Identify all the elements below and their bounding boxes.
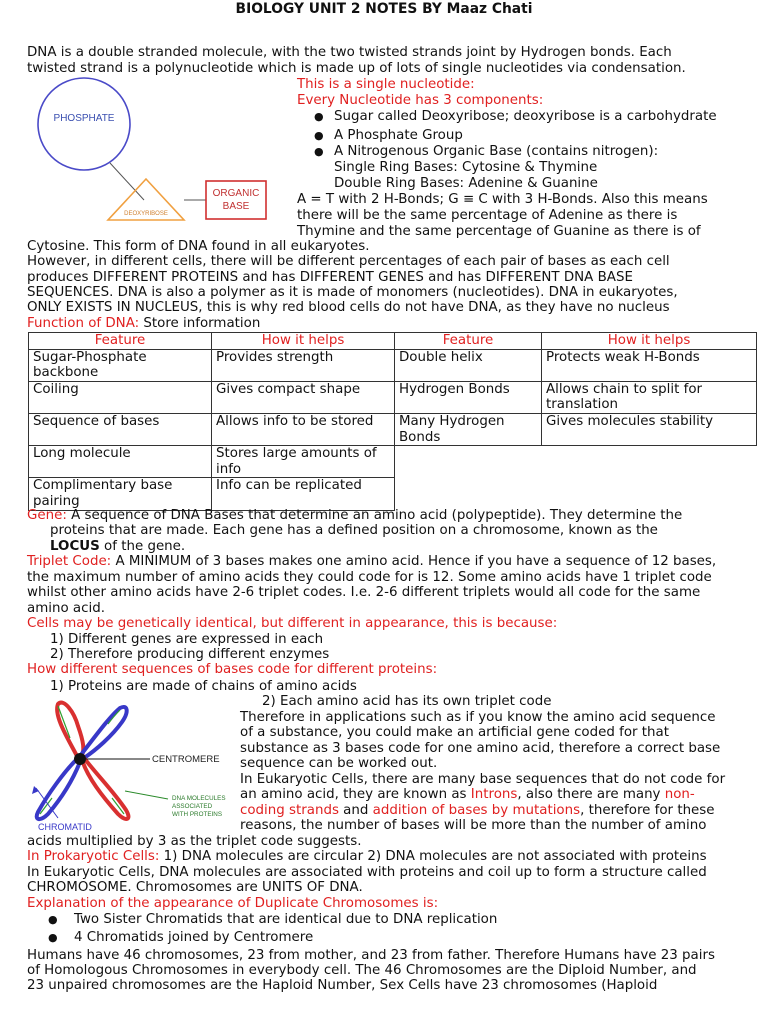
table-header-row	[29, 333, 757, 350]
deoxyribose-label: DEOXYRIBOSE	[124, 211, 168, 217]
identical-heading: Cells may be genetically identical, but different in appearance, this is because:	[27, 616, 558, 631]
noncoding-part-2: coding strands	[240, 803, 339, 818]
bullet-icon: ●	[314, 129, 324, 142]
table-cell: Gives compact shape	[212, 381, 395, 413]
introns-pre: an amino acid, they are known as	[240, 787, 471, 802]
mutations-tail: , therefore for these	[580, 803, 715, 818]
single-nucleotide-heading: This is a single nucleotide:	[297, 77, 475, 92]
table-cell: Hydrogen Bonds	[395, 381, 542, 413]
chromatid-arrowhead	[32, 786, 39, 794]
mutations-phrase: addition of bases by mutations	[372, 803, 581, 818]
table-cell: Allows info to be stored	[212, 413, 395, 445]
table-cell: Allows chain to split for translation	[542, 381, 757, 413]
table-cell-empty	[542, 446, 757, 478]
applications-line-1: Therefore in applications such as if you know the amino acid sequence	[240, 710, 716, 725]
intro-line-1: DNA is a double stranded molecule, with the two twisted strands joint by Hydrogen bonds. Each	[27, 45, 672, 60]
organic-base-label-2: BASE	[222, 201, 250, 212]
table-row	[29, 478, 757, 510]
double-ring-bases: Double Ring Bases: Adenine & Guanine	[334, 176, 598, 191]
bullet-icon: ●	[314, 110, 324, 123]
eukaryotic-line-2: CHROMOSOME. Chromosomes are UNITS OF DNA.	[27, 880, 363, 895]
component-1: Sugar called Deoxyribose; deoxyribose is a carbohydrate	[334, 109, 717, 124]
table-row	[29, 446, 757, 478]
function-text: Store information	[139, 316, 261, 331]
triplet-line-2: the maximum number of amino acids they could code for is 12. Some amino acids have 1 triplet code	[27, 570, 712, 585]
gene-locus: LOCUS	[50, 539, 100, 554]
table-cell: Long molecule	[29, 446, 212, 478]
sequences-item-2: 2) Each amino acid has its own triplet code	[262, 694, 552, 709]
gene-line-1	[27, 508, 682, 524]
introns-line	[240, 787, 695, 803]
table-cell: Double helix	[395, 349, 542, 381]
triplet-line-4: amino acid.	[27, 601, 105, 616]
dna-label-2: ASSOCIATED	[172, 803, 213, 810]
pairing-line-2: there will be the same percentage of Adenine as there is	[297, 208, 678, 223]
duplicate-heading: Explanation of the appearance of Duplicate Chromosomes is:	[27, 896, 439, 911]
component-2: A Phosphate Group	[334, 128, 463, 143]
triplet-line-3: whilst other amino acids have 2-6 triplet codes. I.e. 2-6 different triplets would all code for the same	[27, 585, 701, 600]
applications-line-3: substance as 3 bases code for one amino acid, therefore a correct base	[240, 741, 721, 756]
table-cell-empty	[542, 478, 757, 510]
pairing-line-3: Thymine and the same percentage of Guanine as there is of	[297, 224, 701, 239]
table-cell: Protects weak H-Bonds	[542, 349, 757, 381]
humans-line-3: 23 unpaired chromosomes are the Haploid Number, Sex Cells have 23 chromosomes (Haploid	[27, 978, 658, 993]
gene-line-3	[50, 539, 185, 555]
table-cell-empty	[395, 478, 542, 510]
noncoding-part-1: non-	[664, 787, 695, 802]
header-how-it-helps: How it helps	[542, 333, 757, 350]
pairing-line-4: Cytosine. This form of DNA found in all eukaryotes.	[27, 239, 370, 254]
humans-line-1: Humans have 46 chromosomes, 23 from mother, and 23 from father. Therefore Humans have 23 pairs	[27, 948, 715, 963]
table-cell: Coiling	[29, 381, 212, 413]
applications-line-2: of a substance, you could make an artificial gene coded for that	[240, 725, 669, 740]
function-label: Function of DNA:	[27, 316, 140, 331]
duplicate-item-1: Two Sister Chromatids that are identical due to DNA replication	[74, 912, 498, 927]
table-row	[29, 349, 757, 381]
chromatid-blue-1	[80, 707, 127, 758]
dna-label-1: DNA MOLECULES	[172, 795, 226, 802]
mutations-line	[240, 803, 715, 819]
dna-label-3: WITH PROTEINS	[172, 811, 223, 818]
table-cell: Gives molecules stability	[542, 413, 757, 445]
gene-line-2: proteins that are made. Each gene has a defined position on a chromosome, known as the	[50, 523, 658, 538]
table-cell: Sequence of bases	[29, 413, 212, 445]
phosphate-circle	[38, 78, 130, 170]
chromosome-diagram	[28, 696, 238, 838]
organic-base-label-1: ORGANIC	[212, 188, 260, 199]
bullet-icon: ●	[48, 913, 58, 926]
introns-word: Introns	[470, 787, 518, 802]
dna-features-table	[28, 332, 757, 511]
function-line	[27, 316, 260, 332]
intro-line-2: twisted strand is a polynucleotide which is made up of lots of single nucleotides via condensation.	[27, 61, 686, 76]
bullet-icon: ●	[48, 931, 58, 944]
bullet-icon: ●	[314, 145, 324, 158]
centromere-label: CENTROMERE	[152, 754, 220, 765]
dna-pointer	[125, 791, 168, 799]
page-title: BIOLOGY UNIT 2 NOTES BY Maaz Chati	[235, 1, 533, 17]
and-word: and	[338, 803, 373, 818]
component-3: A Nitrogenous Organic Base (contains nitrogen):	[334, 144, 659, 159]
centromere-dot	[74, 753, 86, 765]
applications-line-5: In Eukaryotic Cells, there are many base sequences that do not code for	[240, 772, 726, 787]
table-cell-empty	[395, 446, 542, 478]
table-row	[29, 381, 757, 413]
triplet-line-1	[27, 554, 716, 570]
components-heading: Every Nucleotide has 3 components:	[297, 93, 544, 108]
table-cell: Sugar-Phosphate backbone	[29, 349, 212, 381]
applications-line-4: sequence can be worked out.	[240, 756, 438, 771]
table-cell: Complimentary base pairing	[29, 478, 212, 510]
single-ring-bases: Single Ring Bases: Cytosine & Thymine	[334, 160, 598, 175]
duplicate-item-2: 4 Chromatids joined by Centromere	[74, 930, 314, 945]
however-line-3: SEQUENCES. DNA is also a polymer as it is made of monomers (nucleotides). DNA in eukaryotes,	[27, 285, 678, 300]
reasons-line-1: reasons, the number of bases will be more than the number of amino	[240, 818, 707, 833]
identical-item-1: 1) Different genes are expressed in each	[50, 632, 324, 647]
gene-locus-tail: of the gene.	[99, 539, 186, 554]
triplet-text-1: A MINIMUM of 3 bases makes one amino acid. Hence if you have a sequence of 12 bases,	[111, 554, 717, 569]
humans-line-2: of Homologous Chromosomes in everybody cell. The 46 Chromosomes are the Diploid Number, and	[27, 963, 697, 978]
chromatid-red-1	[57, 703, 83, 758]
nucleotide-diagram	[28, 76, 290, 234]
however-line-4: ONLY EXISTS IN NUCLEUS, this is why red blood cells do not have DNA, as they have no nucleus	[27, 300, 670, 315]
prokaryotic-label: In Prokaryotic Cells:	[27, 849, 160, 864]
reasons-line-2: acids multiplied by 3 as the triplet code suggests.	[27, 834, 362, 849]
table-row	[29, 413, 757, 445]
however-line-1: However, in different cells, there will be different percentages of each pair of bases as each cell	[27, 254, 670, 269]
prokaryotic-text: 1) DNA molecules are circular 2) DNA molecules are not associated with proteins	[159, 849, 707, 864]
organic-base-box	[206, 181, 266, 219]
eukaryotic-line-1: In Eukaryotic Cells, DNA molecules are associated with proteins and coil up to form a structure called	[27, 865, 707, 880]
table-cell: Provides strength	[212, 349, 395, 381]
table-cell: Info can be replicated	[212, 478, 395, 510]
pairing-line-1: A = T with 2 H-Bonds; G ≡ C with 3 H-Bonds. Also this means	[297, 192, 708, 207]
header-feature: Feature	[29, 333, 212, 350]
identical-item-2: 2) Therefore producing different enzymes	[50, 647, 330, 662]
phosphate-label: PHOSPHATE	[53, 113, 115, 124]
gene-label: Gene:	[27, 508, 67, 523]
bond-line-1	[110, 163, 144, 200]
table-cell: Many Hydrogen Bonds	[395, 413, 542, 445]
triplet-label: Triplet Code:	[27, 554, 112, 569]
sequences-heading: How different sequences of bases code for different proteins:	[27, 662, 438, 677]
table-cell: Stores large amounts of info	[212, 446, 395, 478]
header-how-it-helps: How it helps	[212, 333, 395, 350]
sequences-item-1: 1) Proteins are made of chains of amino acids	[50, 679, 357, 694]
introns-mid: , also there are many	[517, 787, 665, 802]
however-line-2: produces DIFFERENT PROTEINS and has DIFFERENT GENES and has DIFFERENT DNA BASE	[27, 270, 633, 285]
prokaryotic-line	[27, 849, 707, 865]
chromatid-label: CHROMATID	[38, 822, 92, 832]
header-feature: Feature	[395, 333, 542, 350]
gene-text-1: A sequence of DNA Bases that determine an amino acid (polypeptide). They determine the	[66, 508, 683, 523]
